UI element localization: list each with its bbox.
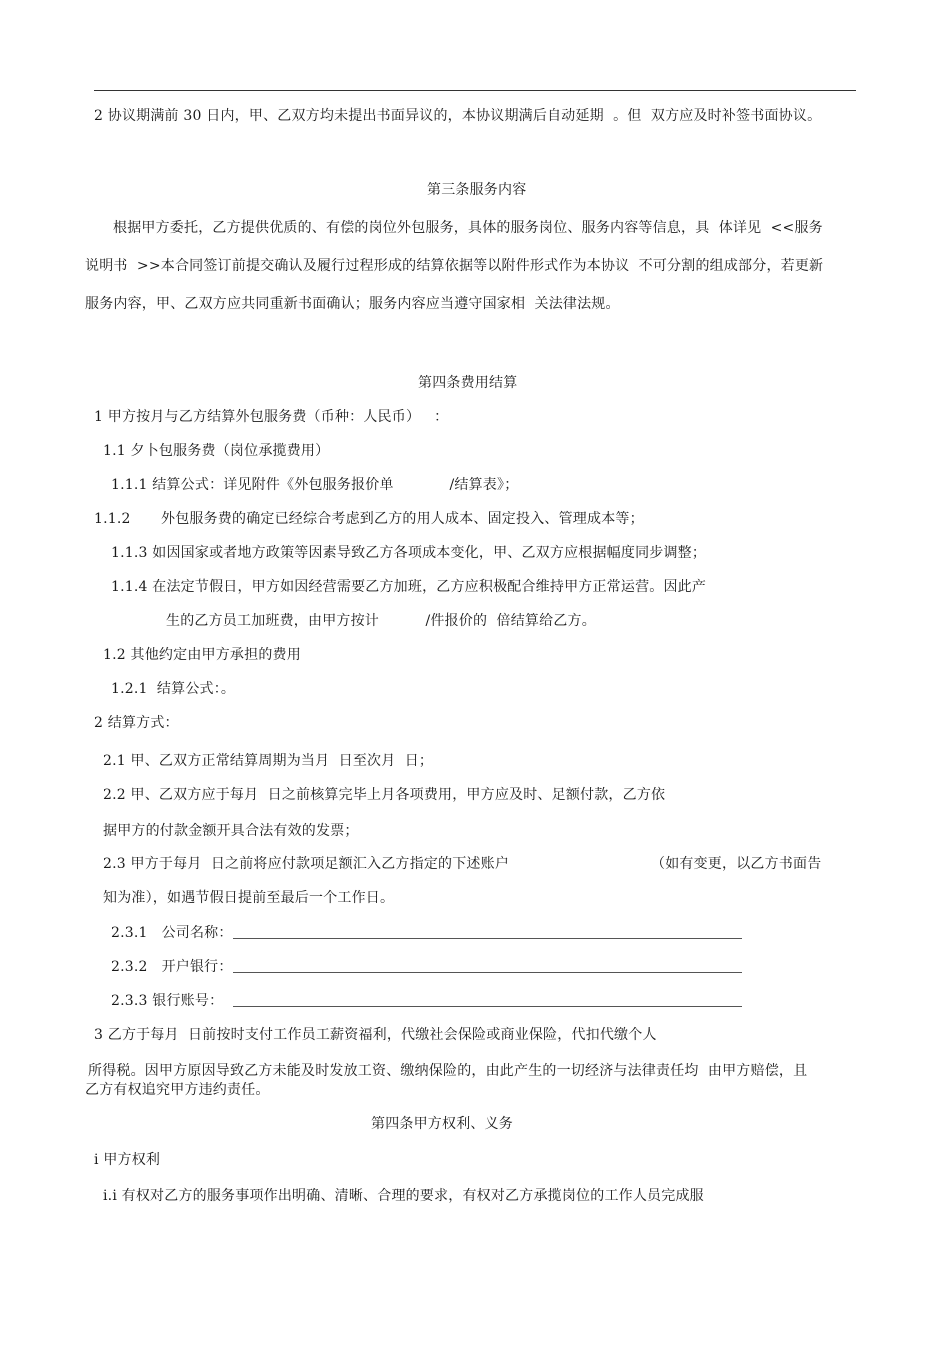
article-4b-heading: 第四条甲方权利、义务 — [371, 1116, 513, 1132]
article-3-para-line-3: 服务内容，甲、乙双方应共同重新书面确认；服务内容应当遵守国家相 关法律法规。 — [85, 296, 620, 312]
account-blank — [233, 1006, 742, 1007]
item-2-3: 2.3 甲方于每月 日之前将应付款项足额汇入乙方指定的下述账户 — [103, 856, 510, 872]
item-1-2-1: 1.2.1 结算公式：。 — [111, 681, 236, 697]
account-label: 2.3.3 银行账号： — [111, 993, 224, 1009]
article-4-heading: 第四条费用结算 — [418, 375, 518, 391]
rights-heading: i 甲方权利 — [94, 1152, 161, 1168]
item-1-1-1: 1.1.1 结算公式：详见附件《外包服务报价单 /结算表》； — [111, 477, 519, 493]
item-1-1-2-number: 1.1.2 — [94, 511, 131, 527]
item-1-2: 1.2 其他约定由甲方承担的费用 — [103, 647, 301, 663]
item-2: 2 结算方式： — [94, 715, 179, 731]
item-1-1: 1.1 夕卜包服务费（岗位承揽费用） — [103, 443, 330, 459]
item-3-cont-2: 乙方有权追究甲方违约责任。 — [85, 1082, 270, 1098]
item-1-1-3: 1.1.3 如因国家或者地方政策等因素导致乙方各项成本变化，甲、乙双方应根据幅度同步调整； — [111, 545, 707, 561]
item-2-3-note: （如有变更，以乙方书面告 — [651, 856, 822, 872]
item-2-3-cont: 知为准），如遇节假日提前至最后一个工作日。 — [103, 890, 395, 906]
item-1-1-2-text: 外包服务费的确定已经综合考虑到乙方的用人成本、固定投入、管理成本等； — [161, 511, 644, 527]
item-1-1-4-cont: 生的乙方员工加班费，由甲方按计 /件报价的 倍结算给乙方。 — [166, 613, 596, 629]
item-2-2: 2.2 甲、乙双方应于每月 日之前核算完毕上月各项费用，甲方应及时、足额付款，乙方依 — [103, 787, 666, 803]
bank-blank — [233, 972, 742, 973]
item-3-cont-1: 所得税。因甲方原因导致乙方未能及时发放工资、缴纳保险的，由此产生的一切经济与法律责任均 由甲方赔偿，且 — [88, 1063, 808, 1079]
item-1: 1 甲方按月与乙方结算外包服务费（币种：人民币） ： — [94, 409, 449, 425]
article-3-heading: 第三条服务内容 — [427, 182, 527, 198]
clause-renewal: 2 协议期满前 30 日内，甲、乙双方均未提出书面异议的，本协议期满后自动延期 。但 双方应及时补签书面协议。 — [94, 108, 822, 124]
item-1-1-4: 1.1.4 在法定节假日，甲方如因经营需要乙方加班，乙方应积极配合维持甲方正常运营。因此产 — [111, 579, 707, 595]
company-name-label: 2.3.1 公司名称： — [111, 925, 233, 941]
article-3-para-line-2: 说明书 >>本合同签订前提交确认及履行过程形成的结算依据等以附件形式作为本协议 不可分割的组成部分，若更新 — [85, 258, 824, 274]
bank-label: 2.3.2 开户银行： — [111, 959, 233, 975]
item-2-1: 2.1 甲、乙双方正常结算周期为当月 日至次月 日； — [103, 753, 434, 769]
header-rule — [94, 90, 856, 91]
article-3-para-line-1: 根据甲方委托，乙方提供优质的、有偿的岗位外包服务，具体的服务岗位、服务内容等信息，具 体详见 <<服务 — [113, 220, 823, 236]
company-name-blank — [233, 938, 742, 939]
rights-item-1: i.i 有权对乙方的服务事项作出明确、清晰、合理的要求，有权对乙方承揽岗位的工作人员完成服 — [103, 1188, 704, 1204]
item-3: 3 乙方于每月 日前按时支付工作员工薪资福利，代缴社会保险或商业保险，代扣代缴个人 — [94, 1027, 657, 1043]
item-2-2-cont: 据甲方的付款金额开具合法有效的发票； — [103, 823, 359, 839]
